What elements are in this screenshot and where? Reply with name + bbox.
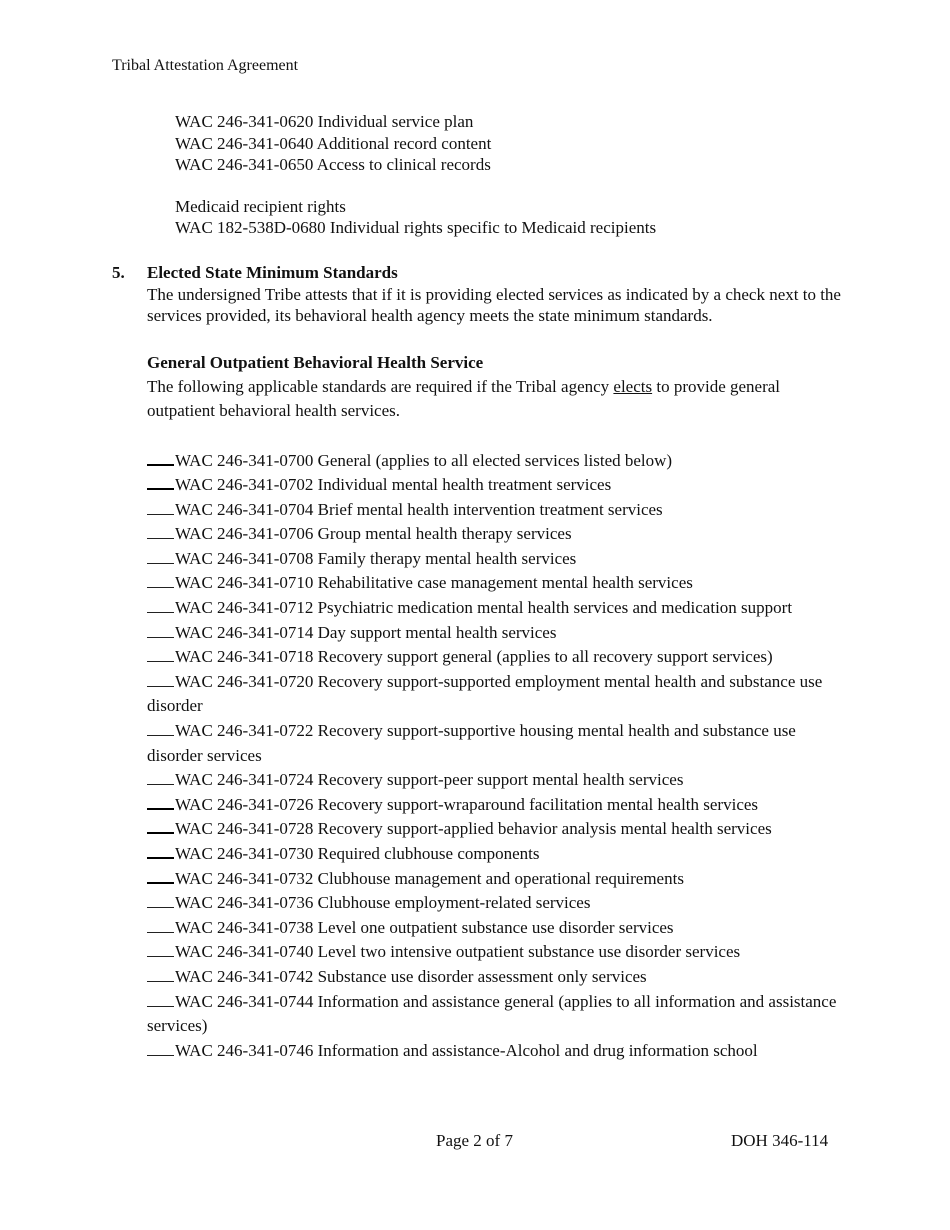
checklist-item bbox=[147, 571, 852, 596]
checklist-item-label: WAC 246-341-0724 Recovery support-peer support mental health services bbox=[175, 770, 684, 790]
checklist-item bbox=[147, 621, 852, 646]
checklist-item bbox=[147, 645, 852, 670]
checklist-item-label: WAC 246-341-0722 Recovery support-supportive housing mental health and substance use disorder services bbox=[147, 721, 796, 765]
section-body bbox=[147, 284, 852, 424]
checklist-item bbox=[147, 867, 852, 892]
spacer bbox=[175, 176, 656, 196]
section-heading bbox=[112, 262, 852, 284]
checklist-item-label: WAC 246-341-0714 Day support mental health services bbox=[175, 622, 557, 642]
checklist-item-label: WAC 246-341-0742 Substance use disorder assessment only services bbox=[175, 966, 647, 986]
check-blank[interactable] bbox=[147, 548, 174, 564]
check-blank[interactable] bbox=[147, 867, 174, 884]
document-header: Tribal Attestation Agreement bbox=[112, 57, 299, 74]
checklist-item bbox=[147, 522, 852, 547]
check-blank[interactable] bbox=[147, 966, 174, 982]
checklist-item bbox=[147, 817, 852, 842]
checklist-item-label: WAC 246-341-0720 Recovery support-supported employment mental health and substance use disorder bbox=[147, 671, 823, 716]
check-blank[interactable] bbox=[147, 917, 174, 933]
checklist-item bbox=[147, 596, 852, 621]
check-blank[interactable] bbox=[147, 499, 174, 515]
checklist-item-label: WAC 246-341-0706 Group mental health therapy services bbox=[175, 524, 572, 544]
checklist-item bbox=[147, 891, 852, 916]
checklist-item bbox=[147, 449, 852, 474]
checklist-item bbox=[147, 940, 852, 965]
checklist-item-label: WAC 246-341-0728 Recovery support-applied behavior analysis mental health services bbox=[175, 819, 772, 839]
checklist-item-label: WAC 246-341-0744 Information and assistance general (applies to all information and assistance services) bbox=[147, 991, 837, 1036]
check-blank[interactable] bbox=[147, 991, 174, 1007]
checklist-item bbox=[147, 842, 852, 867]
check-blank[interactable] bbox=[147, 572, 174, 588]
check-blank[interactable] bbox=[147, 473, 174, 490]
checklist-item-label: WAC 246-341-0700 General (applies to all elected services listed below) bbox=[175, 450, 673, 470]
medicaid-line: WAC 182-538D-0680 Individual rights specific to Medicaid recipients bbox=[175, 218, 657, 237]
checklist-item bbox=[147, 547, 852, 572]
intro-text-end: to provide general outpatient behavioral health services. bbox=[147, 376, 781, 420]
service-checklist bbox=[147, 449, 852, 1064]
subsection-title: General Outpatient Behavioral Health Service bbox=[147, 352, 484, 372]
section-number: 5. bbox=[112, 263, 125, 282]
checklist-item-label: WAC 246-341-0726 Recovery support-wraparound facilitation mental health services bbox=[175, 794, 759, 814]
record-line: WAC 246-341-0620 Individual service plan bbox=[175, 112, 474, 131]
section-5 bbox=[112, 262, 852, 1063]
record-line: WAC 246-341-0650 Access to clinical records bbox=[175, 155, 491, 174]
check-blank[interactable] bbox=[147, 892, 174, 908]
checklist-item-label: WAC 246-341-0708 Family therapy mental health services bbox=[175, 548, 577, 568]
checklist-item bbox=[147, 768, 852, 793]
check-blank[interactable] bbox=[147, 1040, 174, 1056]
checklist-item bbox=[147, 965, 852, 990]
page-number: Page 2 of 7 bbox=[436, 1131, 513, 1150]
checklist-item-label: WAC 246-341-0704 Brief mental health intervention treatment services bbox=[175, 499, 663, 519]
check-blank[interactable] bbox=[147, 817, 174, 834]
records-list bbox=[175, 111, 656, 239]
section-paragraph: The undersigned Tribe attests that if it is providing elected services as indicated by a check next to the services provided, its behavioral health agency meets the state minimum standards. bbox=[147, 284, 841, 325]
check-blank[interactable] bbox=[147, 523, 174, 539]
check-blank[interactable] bbox=[147, 671, 174, 687]
checklist-item-label: WAC 246-341-0712 Psychiatric medication mental health services and medication support bbox=[175, 598, 793, 618]
check-blank[interactable] bbox=[147, 646, 174, 662]
check-blank[interactable] bbox=[147, 622, 174, 638]
intro-underlined: elects bbox=[613, 376, 653, 396]
check-blank[interactable] bbox=[147, 842, 174, 859]
checklist-item-label: WAC 246-341-0730 Required clubhouse components bbox=[175, 844, 540, 863]
check-blank[interactable] bbox=[147, 769, 174, 785]
checklist-item bbox=[147, 793, 852, 818]
check-blank[interactable] bbox=[147, 941, 174, 957]
check-blank[interactable] bbox=[147, 720, 174, 736]
subsection-intro bbox=[147, 375, 852, 424]
checklist-item-label: WAC 246-341-0738 Level one outpatient substance use disorder services bbox=[175, 917, 674, 937]
checklist-item-label: WAC 246-341-0718 Recovery support general (applies to all recovery support services) bbox=[175, 647, 773, 667]
intro-text: The following applicable standards are required if the Tribal agency bbox=[147, 376, 614, 396]
checklist-item bbox=[147, 916, 852, 941]
record-line: WAC 246-341-0640 Additional record content bbox=[175, 133, 492, 153]
check-blank[interactable] bbox=[147, 597, 174, 613]
checklist-item-label: WAC 246-341-0736 Clubhouse employment-related services bbox=[175, 893, 591, 913]
checklist-item-label: WAC 246-341-0746 Information and assistance-Alcohol and drug information school bbox=[175, 1040, 758, 1060]
checklist-item-label: WAC 246-341-0740 Level two intensive outpatient substance use disorder services bbox=[175, 942, 741, 962]
check-blank[interactable] bbox=[147, 449, 174, 466]
form-code: DOH 346-114 bbox=[731, 1131, 829, 1150]
checklist-item-label: WAC 246-341-0732 Clubhouse management and operational requirements bbox=[175, 868, 684, 888]
checklist-item bbox=[147, 719, 852, 768]
checklist-item-label: WAC 246-341-0710 Rehabilitative case management mental health services bbox=[175, 573, 693, 593]
checklist-item bbox=[147, 990, 852, 1039]
checklist-item bbox=[147, 1039, 852, 1064]
medicaid-heading: Medicaid recipient rights bbox=[175, 196, 346, 216]
checklist-item-label: WAC 246-341-0702 Individual mental health treatment services bbox=[175, 475, 612, 495]
checklist-item bbox=[147, 670, 852, 719]
checklist-item bbox=[147, 473, 852, 498]
checklist-item bbox=[147, 498, 852, 523]
section-title: Elected State Minimum Standards bbox=[147, 263, 398, 282]
check-blank[interactable] bbox=[147, 793, 174, 810]
